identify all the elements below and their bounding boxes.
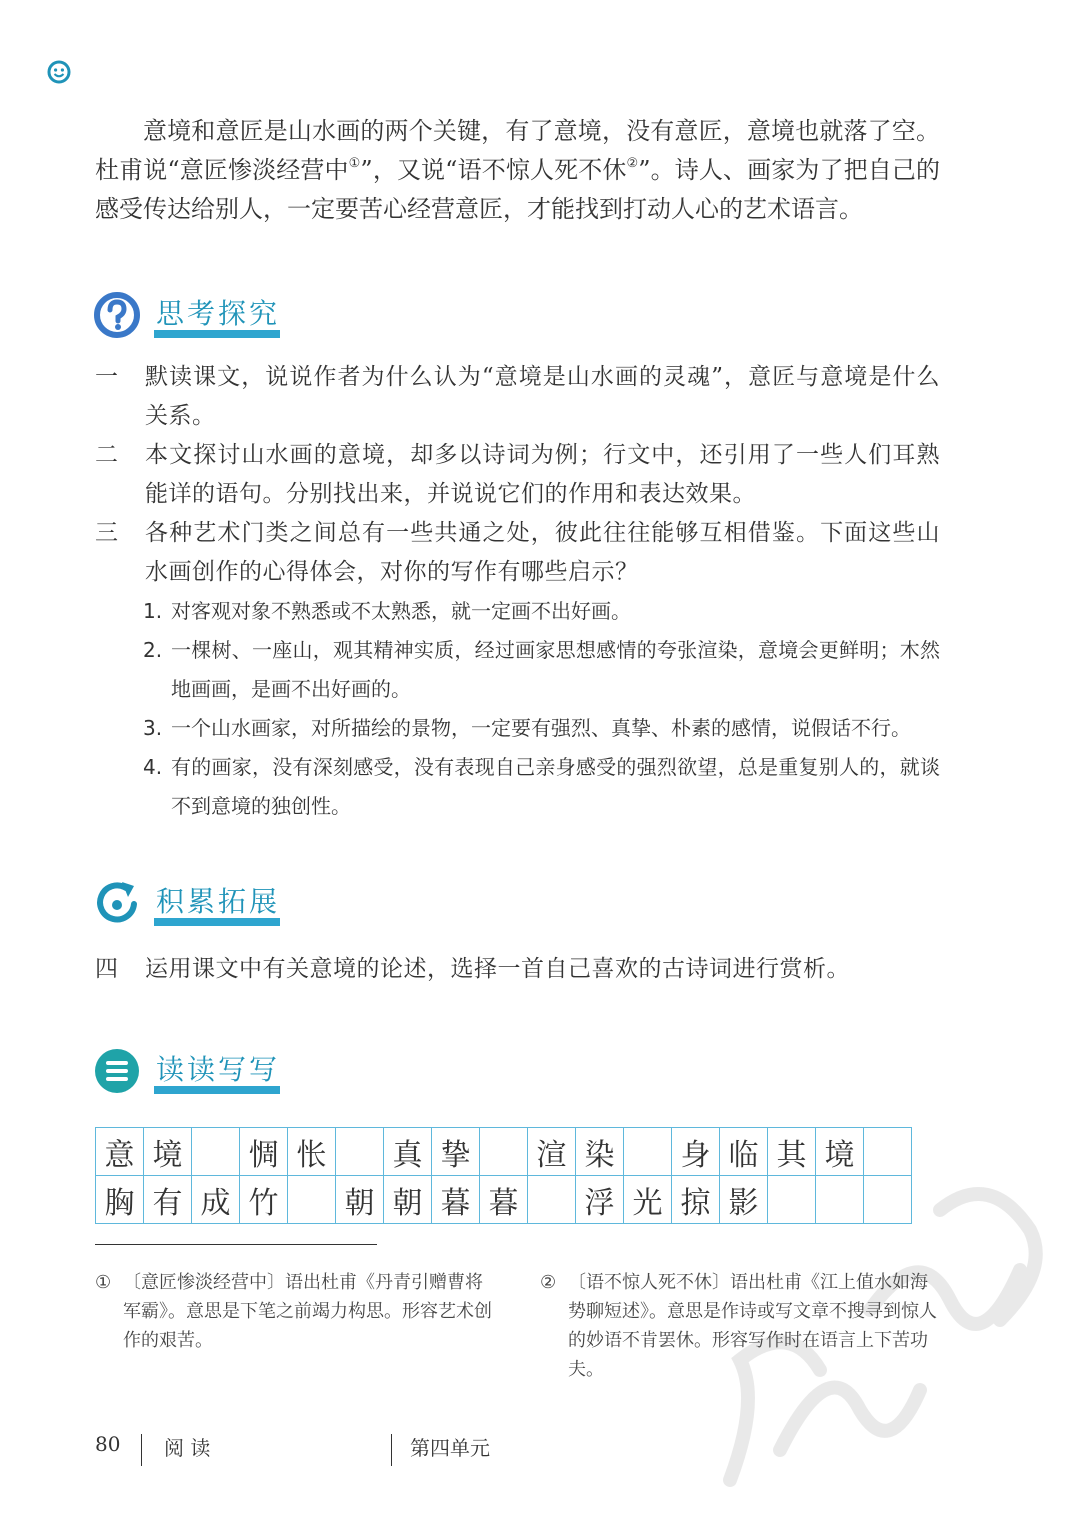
- grid-cell: 暮: [432, 1176, 480, 1224]
- grid-cell: [192, 1128, 240, 1176]
- footnote-divider: [95, 1244, 377, 1245]
- grid-cell: [528, 1176, 576, 1224]
- title-underline: [154, 330, 280, 338]
- grid-cell: 竹: [240, 1176, 288, 1224]
- section-title: 读读写写: [156, 1053, 281, 1086]
- sub-item: 1. 对客观对象不熟悉或不太熟悉，就一定画不出好画。: [143, 599, 631, 623]
- footer-divider: [141, 1434, 142, 1466]
- grid-cell: [288, 1176, 336, 1224]
- grid-cell: 掠: [672, 1176, 720, 1224]
- grid-cell: 挚: [432, 1128, 480, 1176]
- question-list: [95, 358, 940, 826]
- intro-paragraph: 意境和意匠是山水画的两个关键，有了意境，没有意匠，意境也就落了空。杜甫说“意匠惨淡经营中①”，又说“语不惊人死不休②”。诗人、画家为了把自己的感受传达给别人，一定要苦心经营意匠，才能找到打动人心的艺术语言。: [95, 117, 940, 223]
- sub-item: 3. 一个山水画家，对所描绘的景物，一定要有强烈、真挚、朴素的感情，说假话不行。: [143, 716, 911, 740]
- grid-cell: 胸: [96, 1176, 144, 1224]
- grid-cell: [336, 1128, 384, 1176]
- sub-item: 4. 有的画家，没有深刻感受，没有表现自己亲身感受的强烈欲望，总是重复别人的，就谈不到意境的独创性。: [143, 755, 940, 818]
- grid-cell: 身: [672, 1128, 720, 1176]
- grid-cell: 怅: [288, 1128, 336, 1176]
- grid-cell: 朝: [336, 1176, 384, 1224]
- section-title: 积累拓展: [156, 885, 281, 918]
- question-item: 三 各种艺术门类之间总有一些共通之处，彼此往往能够互相借鉴。下面这些山水画创作的心得体会，对你的写作有哪些启示？: [95, 520, 940, 585]
- grid-cell: 暮: [480, 1176, 528, 1224]
- grid-cell: 浮: [576, 1176, 624, 1224]
- watermark-logo: [700, 1150, 1060, 1490]
- grid-cell: 境: [816, 1128, 864, 1176]
- question-list-2: [95, 950, 940, 989]
- grid-cell: 朝: [384, 1176, 432, 1224]
- grid-cell: 惆: [240, 1128, 288, 1176]
- footer-unit: 第四单元: [410, 1436, 490, 1460]
- grid-cell: 影: [720, 1176, 768, 1224]
- grid-cell: 意: [96, 1128, 144, 1176]
- footer-divider: [391, 1434, 392, 1466]
- footnote-1: ① 〔意匠惨淡经营中〕语出杜甫《丹青引赠曹将军霸》。意思是下笔之前竭力构思。形容艺术创作的艰苦。: [95, 1272, 492, 1351]
- grid-cell: [624, 1128, 672, 1176]
- grid-cell: [480, 1128, 528, 1176]
- title-underline: [154, 918, 280, 926]
- grid-cell: 有: [144, 1176, 192, 1224]
- grid-cell: 光: [624, 1176, 672, 1224]
- grid-cell: 境: [144, 1128, 192, 1176]
- refresh-arrow-icon: [92, 878, 142, 928]
- grid-cell: 渲: [528, 1128, 576, 1176]
- question-item: 一 默读课文，说说作者为什么认为“意境是山水画的灵魂”，意匠与意境是什么关系。: [95, 364, 940, 429]
- grid-cell: 成: [192, 1176, 240, 1224]
- list-icon: [92, 1046, 142, 1096]
- question-icon: [92, 290, 142, 340]
- smiley-icon: [47, 60, 71, 84]
- title-underline: [154, 1086, 280, 1094]
- question-item: 四 运用课文中有关意境的论述，选择一首自己喜欢的古诗词进行赏析。: [95, 956, 850, 982]
- grid-cell: 真: [384, 1128, 432, 1176]
- grid-cell: 临: [720, 1128, 768, 1176]
- footer-section: 阅 读: [164, 1436, 211, 1460]
- section-title: 思考探究: [156, 297, 281, 330]
- footnote-2: ② 〔语不惊人死不休〕语出杜甫《江上值水如海势聊短述》。意思是作诗或写文章不搜寻到惊人的妙语不肯罢休。形容写作时在语言上下苦功夫。: [540, 1272, 937, 1380]
- question-item: 二 本文探讨山水画的意境，却多以诗词为例；行文中，还引用了一些人们耳熟能详的语句。分别找出来，并说说它们的作用和表达效果。: [95, 442, 940, 507]
- sub-item: 2. 一棵树、一座山，观其精神实质，经过画家思想感情的夸张渲染，意境会更鲜明；木然地画画，是画不出好画的。: [143, 638, 940, 701]
- grid-cell: 染: [576, 1128, 624, 1176]
- grid-cell: 其: [768, 1128, 816, 1176]
- page-number: 80: [95, 1432, 121, 1456]
